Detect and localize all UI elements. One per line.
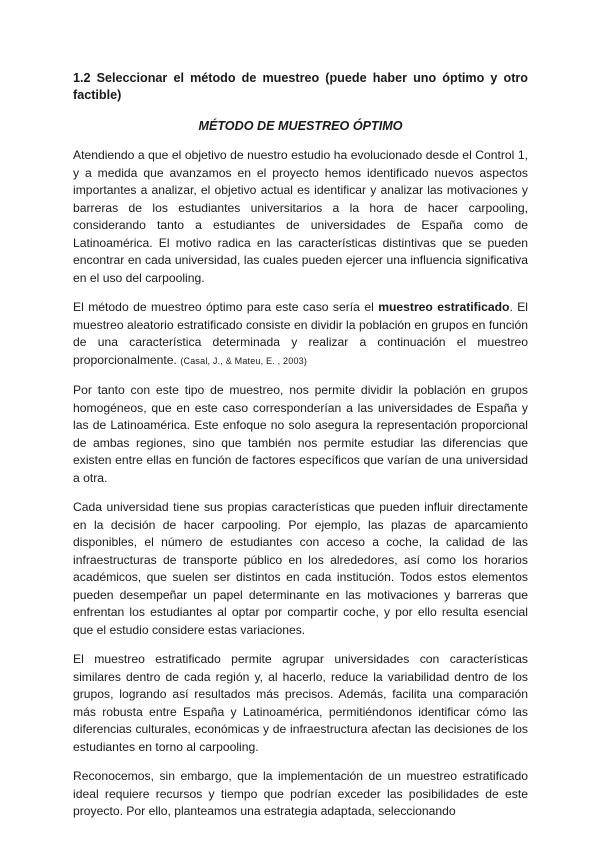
document-title: MÉTODO DE MUESTREO ÓPTIMO bbox=[198, 119, 403, 133]
highlight-stratified-sampling: muestreo estratificado bbox=[378, 300, 510, 314]
section-heading: 1.2 Seleccionar el método de muestreo (puede haber uno óptimo y otro factible) bbox=[73, 71, 528, 102]
paragraph-adapted-strategy: Reconocemos, sin embargo, que la implementación de un muestreo estratificado ideal requiere recursos y tiempo que podrían exceder las posibilidades de este proyecto. Por ello, planteamos una estrategia adaptada, seleccionando bbox=[73, 769, 528, 818]
paragraph-optimal-method bbox=[73, 299, 528, 370]
citation: (Casal, J., & Mateu, E. , 2003) bbox=[180, 355, 308, 366]
paragraph-homogeneous-groups: Por tanto con este tipo de muestreo, nos permite dividir la población en grupos homogéneos, que en este caso corresponderían a las universidades de España y las de Latinoamérica. Este enfoque no solo asegura la representación proporcional de ambas regiones, sino que también nos permite estudiar las diferencias que existen entre ellas en función de factores específicos que varían de una universidad a otra. bbox=[73, 383, 528, 485]
paragraph-stratified-benefits: El muestreo estratificado permite agrupar universidades con características similares dentro de cada región y, al hacerlo, reduce la variabilidad dentro de los grupos, logrando así resultados más precisos. Además, facilita una comparación más robusta entre España y Latinoamérica, permitiéndonos identificar cómo las diferencias culturales, económicas y de infraestructura afectan las decisiones de los estudiantes en torno al carpooling. bbox=[73, 652, 528, 754]
paragraph-objective: Atendiendo a que el objetivo de nuestro estudio ha evolucionado desde el Control 1, y a medida que avanzamos en el proyecto hemos identificado nuevos aspectos importantes a analizar, el objetivo actual es identificar y analizar las motivaciones y barreras de los estudiantes universitarios a la hora de hacer carpooling, considerando tanto a estudiantes de universidades de España como de Latinoamérica. El motivo radica en las características distintivas que se pueden encontrar en cada universidad, las cuales pueden ejercer una influencia significativa en el uso del carpooling. bbox=[73, 148, 528, 285]
document-page bbox=[73, 70, 528, 821]
paragraph-optimal-method-text-end: . El muestreo aleatorio estratificado consiste en dividir la población en grupos en función de una característica determinada y realizar a continuación el muestreo proporcionalmente. bbox=[73, 300, 529, 367]
paragraph-optimal-method-text-start: El método de muestreo óptimo para este caso sería el bbox=[73, 300, 379, 314]
paragraph-university-characteristics: Cada universidad tiene sus propias características que pueden influir directamente en la decisión de hacer carpooling. Por ejemplo, las plazas de aparcamiento disponibles, el número de estudiantes con acceso a coche, la calidad de las infraestructuras de transporte público en los alrededores, así como los horarios académicos, que suelen ser distintos en cada institución. Todos estos elementos pueden desempeñar un papel determinante en las motivaciones y barreras que enfrentan los estudiantes al optar por compartir coche, y por ello resulta esencial que el estudio considere estas variaciones. bbox=[73, 500, 528, 637]
